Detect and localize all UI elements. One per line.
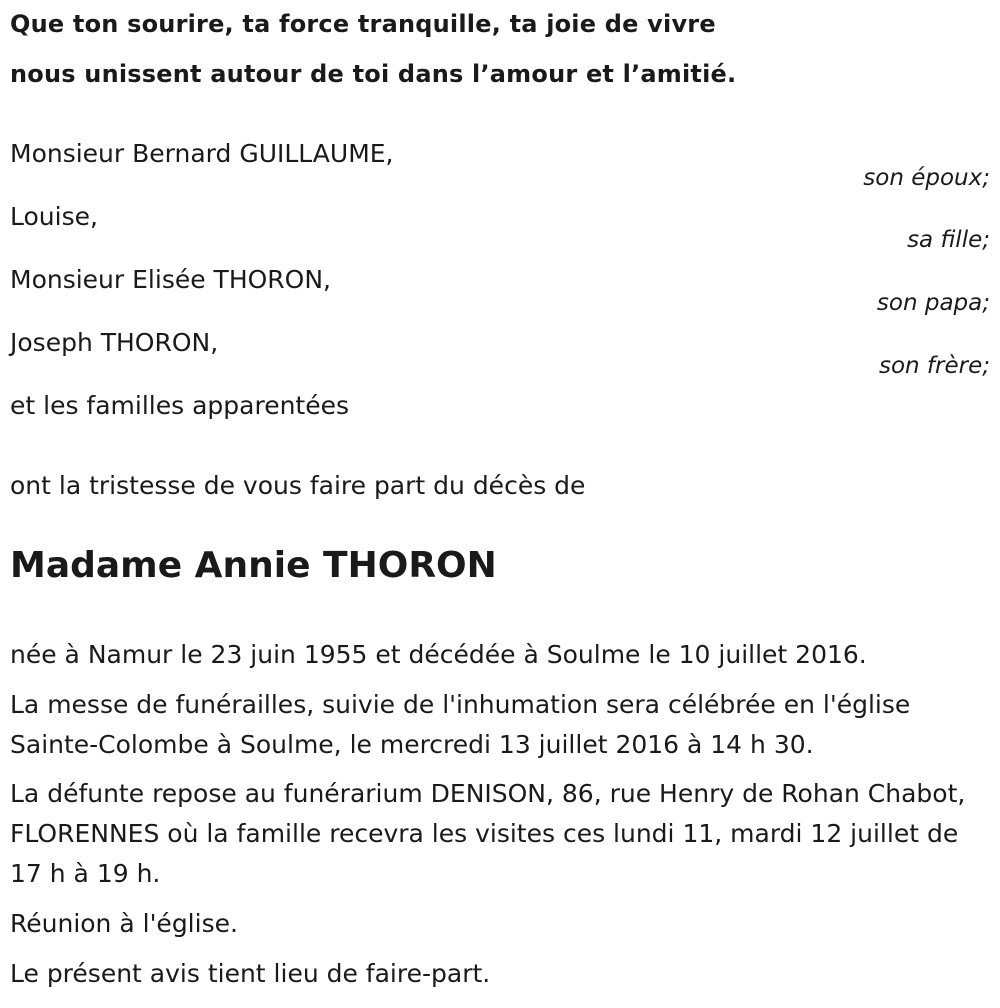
funeral-mass-paragraph: La messe de funérailles, suivie de l'inhumation sera célébrée en l'église Sainte-Colombe à Soulme, le mercredi 13 juillet 2016 à 14 h 30. — [10, 690, 911, 759]
mourner-relation-3: son papa; — [876, 290, 990, 316]
epigraph-line-1: Que ton sourire, ta force tranquille, ta joie de vivre — [10, 10, 716, 38]
mourner-name-1: Monsieur Bernard GUILLAUME, — [10, 139, 394, 168]
birth-death-paragraph: née à Namur le 23 juin 1955 et décédée à Soulme le 10 juillet 2016. — [10, 640, 867, 669]
announcement-line: ont la tristesse de vous faire part du décès de — [10, 471, 586, 500]
notice-paragraph: Le présent avis tient lieu de faire-part. — [10, 959, 491, 988]
mourner-relation-2: sa fille; — [907, 227, 990, 253]
epigraph-line-2: nous unissent autour de toi dans l’amour et l’amitié. — [10, 60, 737, 88]
mourner-name-3: Monsieur Elisée THORON, — [10, 265, 331, 294]
mourner-name-4: Joseph THORON, — [10, 328, 219, 357]
funerarium-paragraph: La défunte repose au funérarium DENISON, 86, rue Henry de Rohan Chabot, FLORENNES où la famille recevra les visites ces lundi 11, mardi 12 juillet de 17 h à 19 h. — [10, 779, 966, 888]
reunion-paragraph: Réunion à l'église. — [10, 909, 238, 938]
mourner-relation-4: son frère; — [878, 353, 990, 379]
mourner-relation-1: son époux; — [863, 165, 990, 191]
deceased-name: Madame Annie THORON — [10, 545, 497, 586]
mourner-name-2: Louise, — [10, 202, 98, 231]
families-line: et les familles apparentées — [10, 391, 350, 420]
